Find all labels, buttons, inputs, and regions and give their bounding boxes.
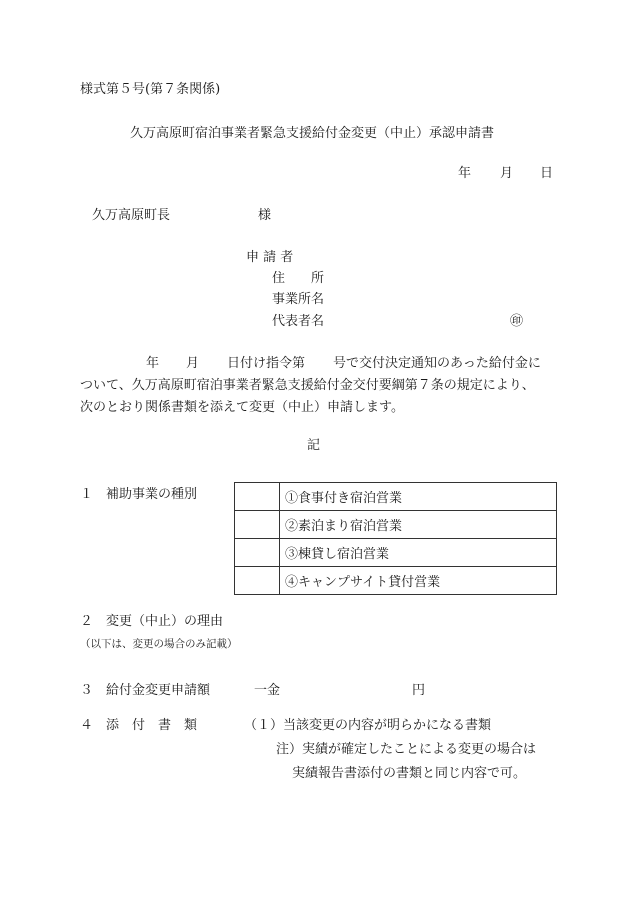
attachment-item: （１）当該変更の内容が明らかになる書類 [244,718,492,733]
section2-label: ２ 変更（中止）の理由 [80,614,224,629]
section1-label: １ 補助事業の種別 [80,487,198,502]
date-day: 日 [540,166,554,181]
checkbox-cell[interactable] [235,511,280,539]
section3-label: ３ 給付金変更申請額 [80,683,211,698]
form-number: 様式第５号(第７条関係) [80,82,221,97]
body-day-order: 日付け指令第 [227,356,306,371]
checkbox-cell[interactable] [235,483,280,511]
amount-prefix: 一金 [254,683,281,698]
table-row [235,567,557,595]
section4-label: ４ 添 付 書 類 [80,718,198,733]
business-type-table [234,482,557,595]
applicant-heading: 申 請 者 [246,250,294,265]
table-row [235,539,557,567]
document-title: 久万高原町宿泊事業者緊急支援給付金変更（中止）承認申請書 [130,126,495,141]
applicant-business-name-label: 事業所名 [272,292,325,307]
seal-mark: ㊞ [510,314,524,329]
addressee-name: 久万高原町長 [92,208,171,223]
body-line3: 次のとおり関係書類を添えて変更（中止）申請します。 [80,400,404,415]
date-year: 年 [458,166,472,181]
checkbox-cell[interactable] [235,539,280,567]
body-line1-rest: 号で交付決定通知のあった給付金に [333,356,541,371]
attachment-note-2: 実績報告書添付の書類と同じ内容で可。 [292,766,527,781]
business-type-option: ①食事付き宿泊営業 [280,483,557,511]
attachment-note-1: 注）実績が確定したことによる変更の場合は [276,742,537,757]
business-type-option: ②素泊まり宿泊営業 [280,511,557,539]
body-year: 年 [146,356,160,371]
date-month: 月 [500,166,514,181]
addressee-honorific: 様 [258,208,272,223]
section2-note: （以下は、変更の場合のみ記載） [80,638,238,650]
table-row [235,483,557,511]
applicant-representative-label: 代表者名 [272,314,325,329]
body-month: 月 [186,356,200,371]
business-type-option: ③棟貸し宿泊営業 [280,539,557,567]
amount-unit: 円 [412,683,426,698]
ki-heading: 記 [307,438,321,453]
applicant-address-label: 住 所 [272,271,325,286]
checkbox-cell[interactable] [235,567,280,595]
body-line2: ついて、久万高原町宿泊事業者緊急支援給付金交付要綱第７条の規定により、 [80,378,535,393]
table-row [235,511,557,539]
business-type-option: ④キャンプサイト貸付営業 [280,567,557,595]
